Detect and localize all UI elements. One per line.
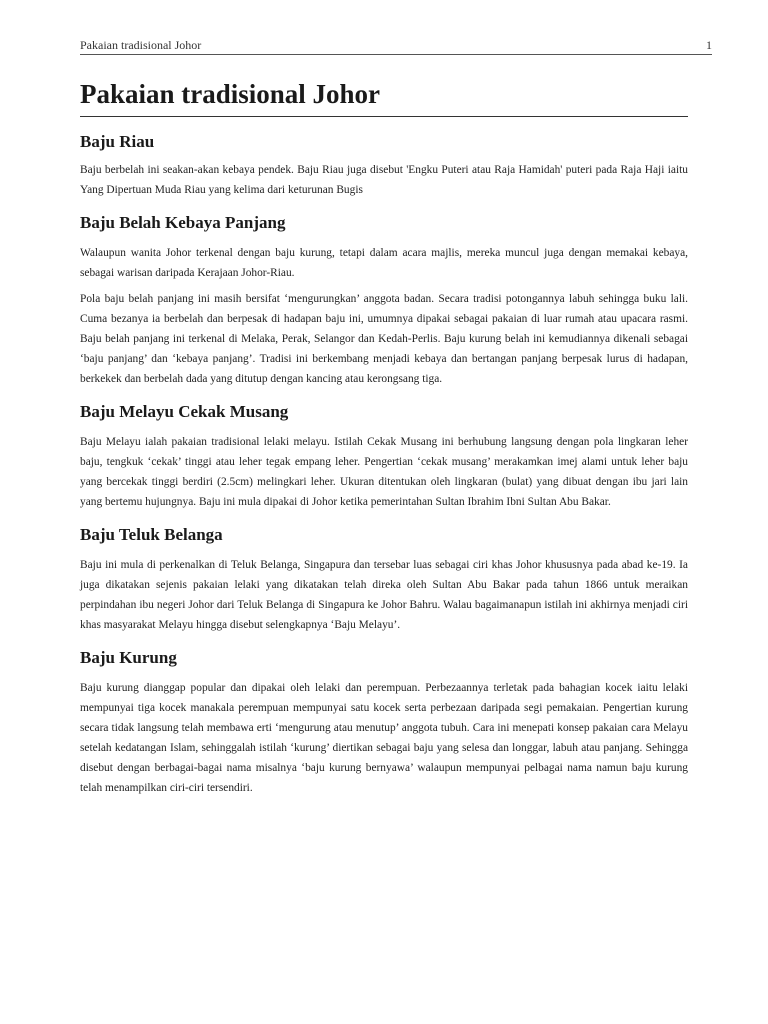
section-heading: Baju Melayu Cekak Musang — [80, 402, 289, 421]
section-heading: Baju Riau — [80, 132, 155, 151]
section-heading: Baju Teluk Belanga — [80, 525, 223, 544]
section-baju-teluk-belanga — [80, 524, 688, 635]
running-header-title: Pakaian tradisional Johor — [80, 38, 202, 52]
page-number: 1 — [706, 38, 712, 52]
page-title: Pakaian tradisional Johor — [80, 78, 688, 117]
paragraph: Walaupun wanita Johor terkenal dengan baju kurung, tetapi dalam acara majlis, mereka muncul juga dengan memakai kebaya, sebagai warisan daripada Kerajaan Johor-Riau. — [80, 247, 688, 279]
section-baju-belah-kebaya-panjang — [80, 212, 688, 389]
paragraph: Baju kurung dianggap popular dan dipakai oleh lelaki dan perempuan. Perbezaannya terletak pada bahagian kocek iaitu lelaki mempunyai tiga kocek manakala perempuan mempunyai satu kocek serta perbezaan daripada segi pemakaian. Pengertian kurung secara tidak langsung telah membawa erti ‘mengurung atau menutup’ anggota tubuh. Cara ini menepati konsep pakaian cara Melayu setelah kedatangan Islam, sehinggalah istilah ‘kurung’ diertikan sebagai baju yang selesa dan longgar, labuh atau panjang. Sehingga disebut dengan berbagai-bagai nama misalnya ‘baju kurung bernyawa’ walaupun mempunyai pelbagai nama namun baju kurung telah menampilkan ciri-ciri tersendiri. — [80, 682, 688, 794]
section-baju-melayu-cekak-musang — [80, 401, 688, 512]
section-heading: Baju Kurung — [80, 648, 177, 667]
paragraph: Pola baju belah panjang ini masih bersifat ‘mengurungkan’ anggota badan. Secara tradisi potongannya labuh sehingga buku lali. Cuma bezanya ia berbelah dan berpesak di hadapan baju ini, umumnya dipakai sebagai pakaian di luar rumah atau upacara rasmi. Baju belah panjang ini terkenal di Melaka, Perak, Selangor dan Kedah-Perlis. Baju kurung belah ini kemudiannya dikenali sebagai ‘baju panjang’ dan ‘kebaya panjang’. Tradisi ini berkembang menjadi kebaya dan bertangan panjang berpesak lurus di hadapan, berkekek dan berbelah dada yang ditutup dengan kancing atau kerongsang tiga. — [80, 293, 688, 385]
section-baju-riau — [80, 131, 688, 200]
document-body — [80, 78, 688, 798]
running-header — [80, 38, 712, 55]
section-heading: Baju Belah Kebaya Panjang — [80, 213, 286, 232]
paragraph: Baju ini mula di perkenalkan di Teluk Belanga, Singapura dan tersebar luas sebagai ciri khas Johor khususnya pada abad ke-19. Ia juga dikatakan sejenis pakaian lelaki yang dikatakan telah direka oleh Sultan Abu Bakar pada tahun 1866 untuk meraikan perpindahan ibu negeri Johor dari Teluk Belanga di Singapura ke Johor Bahru. Walau bagaimanapun istilah ini akhirnya menjadi ciri khas masyarakat Melayu hingga disebut selengkapnya ‘Baju Melayu’. — [80, 559, 688, 631]
paragraph: Baju berbelah ini seakan-akan kebaya pendek. Baju Riau juga disebut 'Engku Puteri atau Raja Hamidah' puteri pada Raja Haji iaitu Yang Dipertuan Muda Riau yang kelima dari keturunan Bugis — [80, 164, 688, 196]
paragraph: Baju Melayu ialah pakaian tradisional lelaki melayu. Istilah Cekak Musang ini berhubung langsung dengan pola lingkaran leher baju, tengkuk ‘cekak’ tinggi atau leher tegak empang leher. Pengertian ‘cekak musang’ merakamkan imej alami untuk leher baju yang bercekak tinggi berdiri (2.5cm) melingkari leher. Ukuran ditentukan oleh lingkaran (bulat) yang dibuat dengan ibu jari lain yang bertemu hujungnya. Baju ini mula dipakai di Johor ketika pemerintahan Sultan Ibrahim Ibni Sultan Abu Bakar. — [80, 436, 688, 508]
section-baju-kurung — [80, 647, 688, 798]
